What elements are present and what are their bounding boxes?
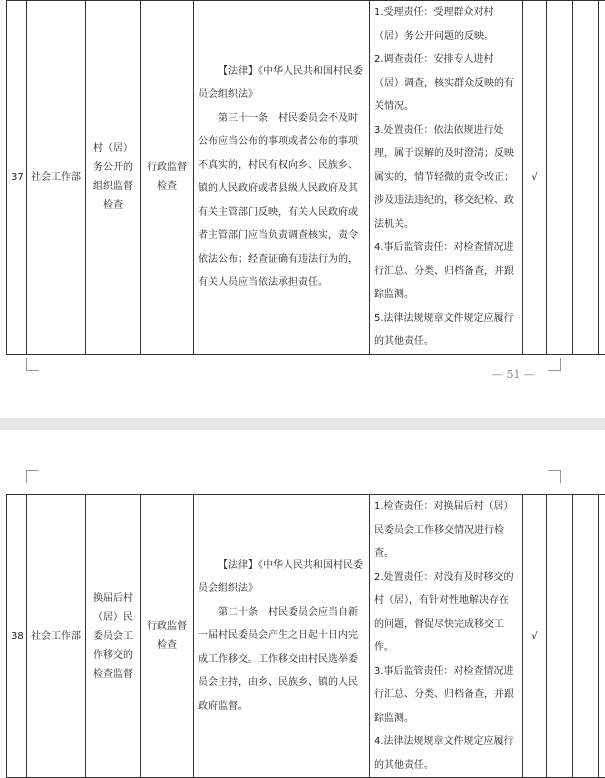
responsibility-item: 2.处置责任：对没有及时移交的村（居），有针对性地解决存在的问题，督促尽快完成移交工作。 xyxy=(374,566,518,660)
department-cell: 社会工作部 xyxy=(27,1,86,355)
crop-mark xyxy=(548,358,561,371)
empty-cell xyxy=(547,1,573,355)
empty-cell xyxy=(573,1,599,355)
table-row-37 xyxy=(6,0,605,355)
row-number: 38 xyxy=(7,495,27,778)
page-separator xyxy=(0,418,605,430)
responsibilities-cell xyxy=(370,495,523,778)
crop-mark xyxy=(26,358,39,371)
checkmark-cell: √ xyxy=(523,1,547,355)
legal-title: 【法律】《中华人民共和国村民委员会组织法》 xyxy=(198,60,365,107)
category-cell: 行政监督检查 xyxy=(141,495,194,778)
page-number: — 51 — xyxy=(492,368,535,381)
responsibility-item: 3.处置责任：依法依规进行处理，属于误解的及时澄清；反映属实的，情节轻微的责令改正；涉及违法违纪的，移交纪检、政法机关。 xyxy=(374,119,518,237)
responsibility-item: 4.事后监管责任：对检查情况进行汇总、分类、归档备查，并跟踪监测。 xyxy=(374,236,518,307)
table-row-38 xyxy=(6,494,605,778)
responsibility-item: 2.调查责任：安排专人进村（居）调查，核实群众反映的有关情况。 xyxy=(374,48,518,119)
empty-cell xyxy=(573,495,599,778)
responsibility-item: 1.检查责任：对换届后村（居）民委员会工作移交情况进行检查。 xyxy=(374,495,518,566)
legal-body: 第三十一条 村民委员会不及时公布应当公布的事项或者公布的事项不真实的，村民有权向乡、民族乡、镇的人民政府或者县级人民政府及其有关主管部门反映，有关人民政府或者主管部门应当负责调查核实，责令依法公布；经查证确有违法行为的，有关人员应当依法承担责任。 xyxy=(198,107,365,295)
responsibility-item: 4.法律法规规章文件规定应履行的其他责任。 xyxy=(374,730,518,777)
empty-cell xyxy=(547,495,573,778)
category-cell: 行政监督检查 xyxy=(141,1,194,355)
page-2 xyxy=(0,430,605,724)
row-number: 37 xyxy=(7,1,27,355)
legal-title: 【法律】《中华人民共和国村民委员会组织法》 xyxy=(198,554,365,601)
empty-cell xyxy=(599,495,605,778)
responsibility-item: 3.事后监管责任：对检查情况进行汇总、分类、归档备查，并跟踪监测。 xyxy=(374,660,518,731)
responsibility-item: 5.法律法规规章文件规定应履行的其他责任。 xyxy=(374,307,518,354)
legal-basis-cell xyxy=(194,495,370,778)
legal-basis-cell xyxy=(194,1,370,355)
item-name-cell: 换届后村（居）民委员会工作移交的检查监督 xyxy=(86,495,141,778)
item-name-cell: 村（居）务公开的组织监督检查 xyxy=(86,1,141,355)
crop-mark xyxy=(26,470,39,483)
empty-cell xyxy=(599,1,605,355)
legal-body: 第二十条 村民委员会应当自新一届村民委员会产生之日起十日内完成工作移交。工作移交由村民选举委员会主持，由乡、民族乡、镇的人民政府监督。 xyxy=(198,601,365,719)
responsibility-item: 1.受理责任：受理群众对村（居）务公开问题的反映。 xyxy=(374,1,518,48)
crop-mark xyxy=(548,470,561,483)
responsibilities-cell xyxy=(370,1,523,355)
department-cell: 社会工作部 xyxy=(27,495,86,778)
checkmark-cell: √ xyxy=(523,495,547,778)
